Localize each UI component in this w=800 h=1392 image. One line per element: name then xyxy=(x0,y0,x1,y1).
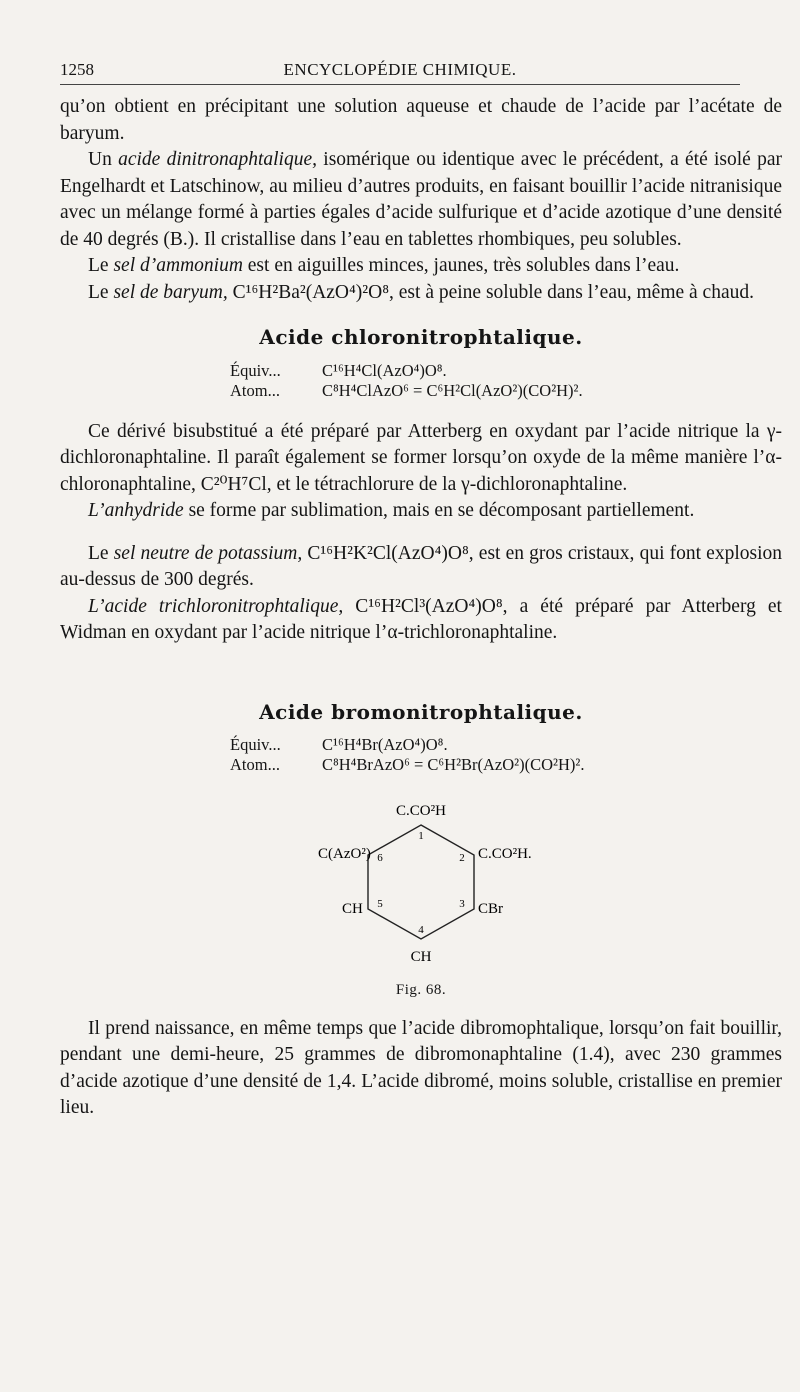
structure-diagram xyxy=(60,783,782,973)
body-text xyxy=(60,94,782,1122)
section-title: Acide chloronitrophtalique. xyxy=(259,325,583,349)
formula-label: Atom... xyxy=(230,755,280,774)
position-number: 5 xyxy=(377,898,383,910)
position-number: 6 xyxy=(377,852,383,864)
formula: C⁸H⁴BrAzO⁶ = C⁶H²Br(AzO²)(CO²H)². xyxy=(322,755,585,774)
formula-label: Atom... xyxy=(230,380,280,400)
paragraph: Un acide dinitronaphtalique, isomérique ou identique avec le précédent, a été isolé par Engelhardt et Latschinow, au milieu d’autres produits, en faisant bouillir l’acide nitranisique avec un mélange formé à parties égales d’acide sulfurique et d’acide azotique d’une densité de 40 degrés (B.). Il cristallise dans l’eau en tablettes rhombiques, peu solubles. xyxy=(60,149,782,250)
page-header xyxy=(60,60,740,84)
paragraph: qu’on obtient en précipitant une solution aqueuse et chaude de l’acide par l’acétate de baryum. xyxy=(60,96,782,144)
paragraph: Le sel d’ammonium est en aiguilles minces, jaunes, très solubles dans l’eau. xyxy=(88,255,680,276)
running-title: ENCYCLOPÉDIE CHIMIQUE. xyxy=(283,60,517,79)
figure-caption: Fig. 68. xyxy=(395,982,447,998)
substituent-right-bottom: CBr xyxy=(478,901,504,917)
formula-label: Équiv... xyxy=(230,360,281,380)
substituent-left-bottom: CH xyxy=(342,901,363,917)
position-number: 1 xyxy=(418,830,424,842)
position-number: 2 xyxy=(459,852,465,864)
substituent-top: C.CO²H xyxy=(396,803,446,819)
formula-block xyxy=(230,735,782,775)
formula: C¹⁶H⁴Cl(AzO⁴)O⁸. xyxy=(322,360,447,380)
formula-block xyxy=(230,361,782,401)
header-rule xyxy=(60,84,740,85)
paragraph: L’anhydride se forme par sublimation, mais en se décomposant partiellement. xyxy=(88,500,695,521)
hexagon-diagram xyxy=(60,783,782,973)
paragraph: Il prend naissance, en même temps que l’acide dibromophtalique, lorsqu’on fait bouillir, pendant une demi-heure, 25 grammes de dibromonaphtaline (1.4), avec 230 grammes d’acide azotique d’une densité de 1,4. L’acide dibromé, moins soluble, cristallise en premier lieu. xyxy=(60,1017,782,1118)
paragraph: Le sel neutre de potassium, C¹⁶H²K²Cl(AzO⁴)O⁸, est en gros cristaux, qui font explosion au-dessus de 300 degrés. xyxy=(60,542,782,590)
formula-label: Équiv... xyxy=(230,735,281,754)
page-number: 1258 xyxy=(60,60,94,79)
substituent-right-top: C.CO²H. xyxy=(478,846,532,862)
position-number: 4 xyxy=(418,924,424,936)
paragraph: Le sel de baryum, C¹⁶H²Ba²(AzO⁴)²O⁸, est à peine soluble dans l’eau, même à chaud. xyxy=(88,281,754,303)
paragraph: L’acide trichloronitrophtalique, C¹⁶H²Cl³(AzO⁴)O⁸, a été préparé par Atterberg et Widman en oxydant par l’acide nitrique l’α-trichloronaphtaline. xyxy=(60,595,782,643)
section-title: Acide bromonitrophtalique. xyxy=(259,699,583,724)
position-number: 3 xyxy=(459,898,465,910)
benzene-ring xyxy=(368,825,474,939)
formula: C¹⁶H⁴Br(AzO⁴)O⁸. xyxy=(322,735,448,754)
substituent-bottom: CH xyxy=(410,949,432,965)
formula: C⁸H⁴ClAzO⁶ = C⁶H²Cl(AzO²)(CO²H)². xyxy=(322,380,583,400)
substituent-left-top: C(AzO²) xyxy=(318,846,371,862)
paragraph: Ce dérivé bisubstitué a été préparé par Atterberg en oxydant par l’acide nitrique la γ-dichloronaphtaline. Il paraît également se former lorsqu’on oxyde de la même manière l’α-chloronaphtaline, C²⁰H⁷Cl, et le tétrachlorure de la γ-dichloronaphtaline. xyxy=(60,420,782,495)
